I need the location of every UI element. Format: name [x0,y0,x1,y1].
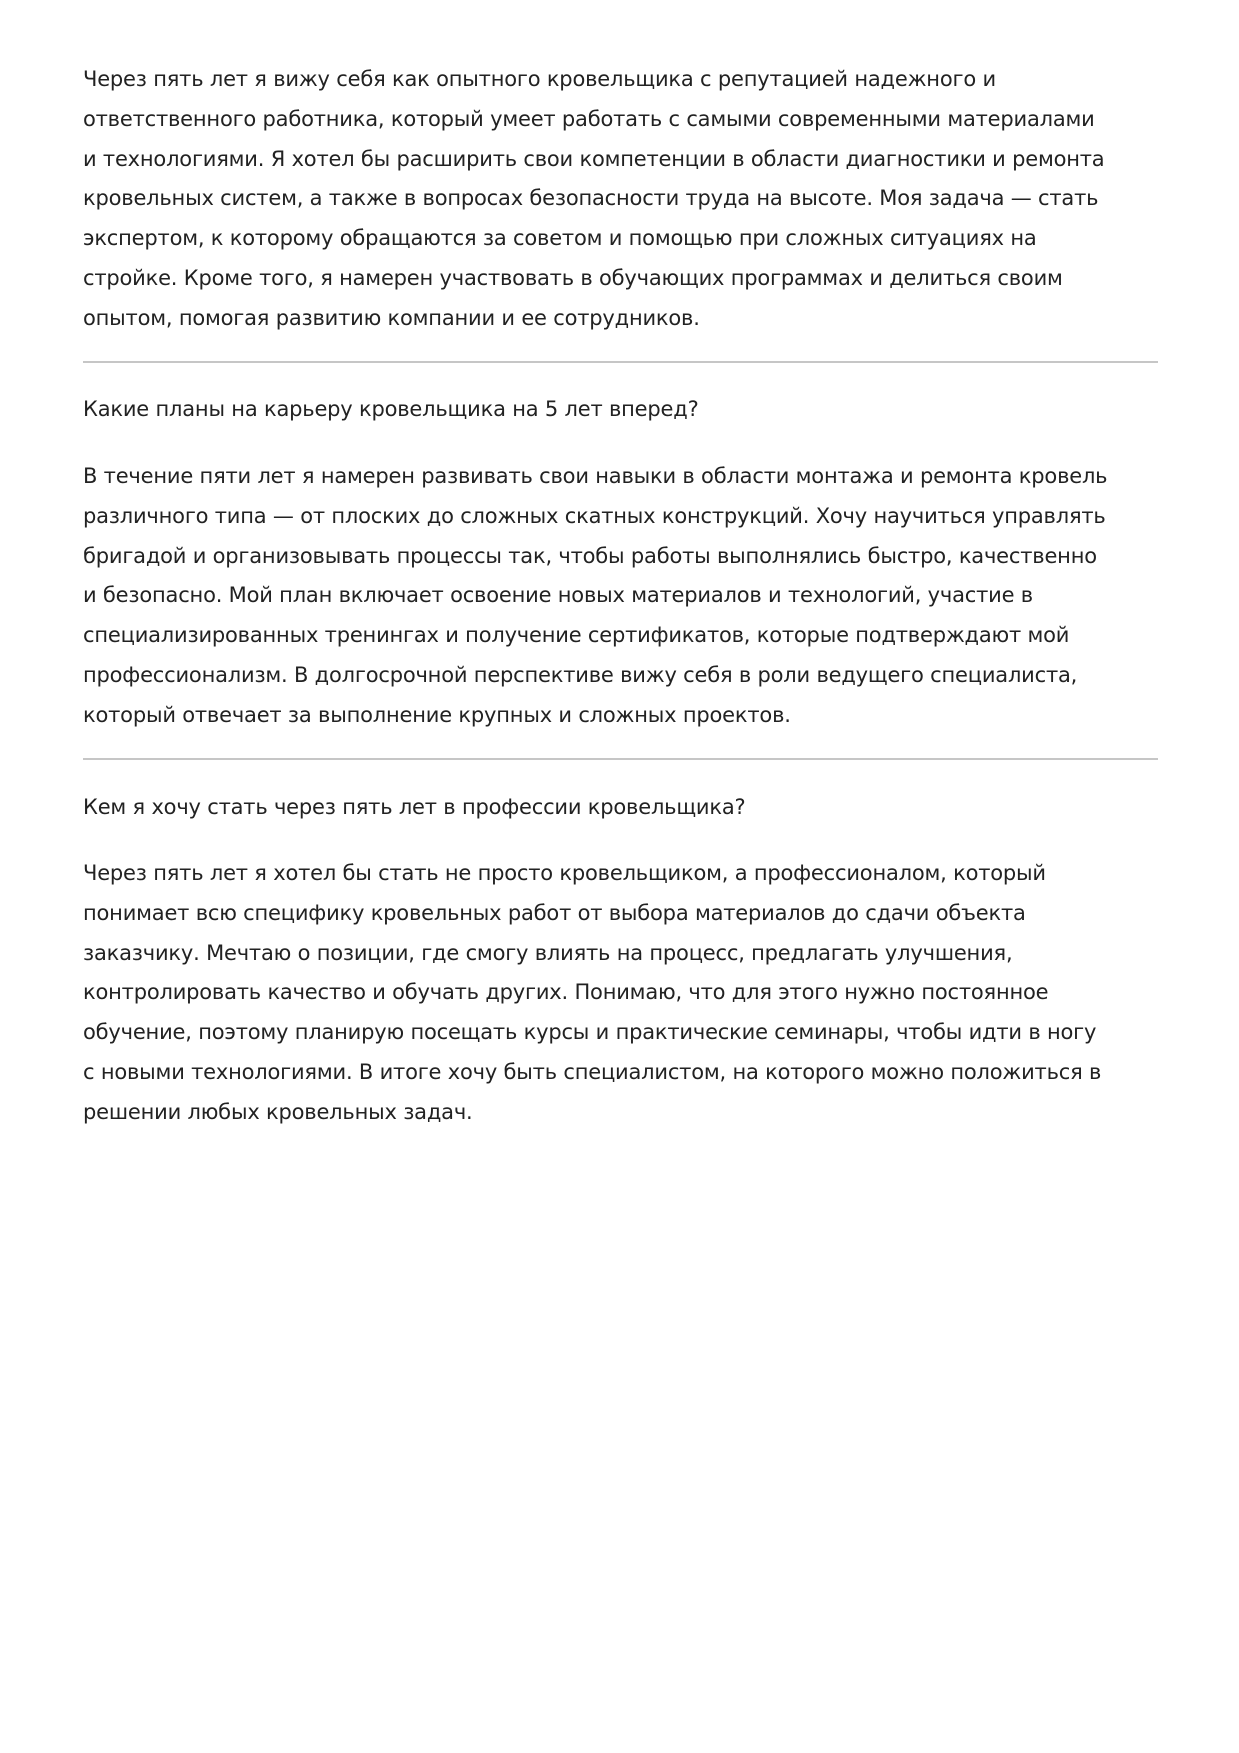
text-line: и технологиями. Я хотел бы расширить свои компетенции в области диагностики и ремонта [83,146,1105,171]
text-line: решении любых кровельных задач. [83,1099,473,1124]
text-line: Через пять лет я хотел бы стать не просто кровельщиком, а профессионалом, который [83,861,1046,885]
text-line: различного типа — от плоских до сложных скатных конструкций. Хочу научиться управлять [83,503,1106,528]
section-heading [83,788,745,828]
heading-text: Кем я хочу стать через пять лет в профессии кровельщика? [83,795,746,819]
text-line: стройке. Кроме того, я намерен участвовать в обучающих программах и делиться своим [83,265,1063,290]
text-line: профессионализм. В долгосрочной перспективе вижу себя в роли ведущего специалиста, [83,662,1078,687]
text-line: В течение пяти лет я намерен развивать свои навыки в области монтажа и ремонта кровель [83,464,1108,488]
text-line: обучение, поэтому планирую посещать курсы и практические семинары, чтобы идти в ногу [83,1020,1097,1045]
text-line: понимает всю специфику кровельных работ от выбора материалов до сдачи объекта [83,900,1026,925]
paragraph-goals [83,854,1101,1133]
heading-text: Какие планы на карьеру кровельщика на 5 лет вперед? [83,397,699,421]
paragraph-career-plans [83,457,1107,736]
text-line: экспертом, к которому обращаются за советом и помощью при сложных ситуациях на [83,226,1037,251]
section-heading [83,390,699,430]
text-line: ответственного работника, который умеет работать с самыми современными материалами [83,106,1095,131]
text-line: с новыми технологиями. В итоге хочу быть специалистом, на которого можно положиться в [83,1059,1102,1084]
text-line: заказчику. Мечтаю о позиции, где смогу влиять на процесс, предлагать улучшения, [83,940,1013,965]
text-line: бригадой и организовывать процессы так, чтобы работы выполнялись быстро, качественно [83,543,1097,568]
divider [83,758,1158,760]
text-line: Через пять лет я вижу себя как опытного кровельщика с репутацией надежного и [83,67,996,91]
divider [83,361,1158,363]
text-line: который отвечает за выполнение крупных и сложных проектов. [83,702,791,727]
text-line: кровельных систем, а также в вопросах безопасности труда на высоте. Моя задача — стать [83,186,1099,211]
paragraph-intro [83,60,1104,339]
text-line: контролировать качество и обучать других. Понимаю, что для этого нужно постоянное [83,980,1049,1005]
text-line: опытом, помогая развитию компании и ее сотрудников. [83,305,700,330]
text-line: специализированных тренингах и получение сертификатов, которые подтверждают мой [83,623,1070,648]
text-line: и безопасно. Мой план включает освоение новых материалов и технологий, участие в [83,583,1033,608]
